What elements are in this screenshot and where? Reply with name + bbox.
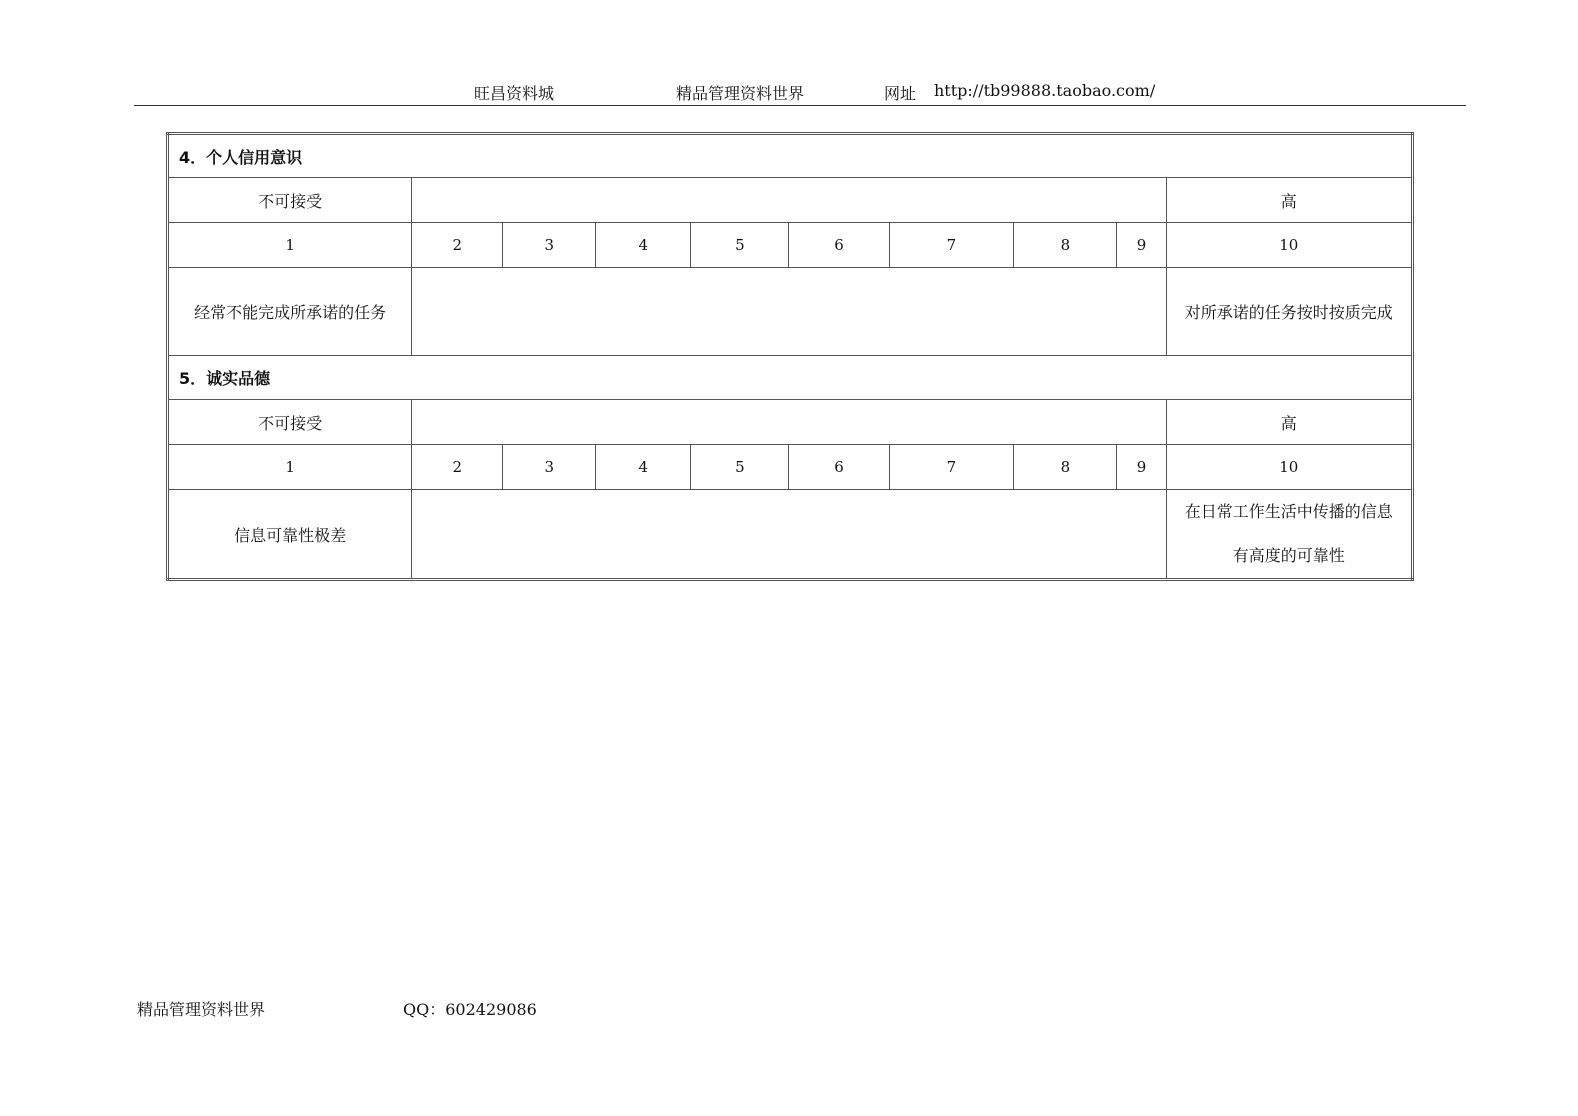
- description-row: [168, 268, 1413, 356]
- scale-number-row: [168, 223, 1413, 268]
- section-title: 5．诚实品德: [168, 356, 1413, 400]
- header-url: http://tb99888.taobao.com/: [934, 81, 1156, 100]
- low-label: 不可接受: [168, 400, 412, 445]
- scale-cell-8[interactable]: 8: [1014, 445, 1117, 490]
- high-description-line-2: 有高度的可靠性: [1232, 546, 1345, 565]
- description-spacer: [412, 268, 1166, 356]
- scale-label-row: [168, 400, 1413, 445]
- scale-cell-7[interactable]: 7: [889, 445, 1014, 490]
- high-label: 高: [1166, 400, 1412, 445]
- scale-label-spacer: [412, 400, 1166, 445]
- high-description: [1166, 490, 1412, 580]
- scale-cell-5[interactable]: 5: [691, 223, 789, 268]
- description-row: [168, 490, 1413, 580]
- section-title: 4．个人信用意识: [168, 134, 1413, 178]
- scale-cell-10[interactable]: 10: [1166, 223, 1412, 268]
- scale-cell-6[interactable]: 6: [789, 223, 889, 268]
- scale-cell-3[interactable]: 3: [503, 223, 596, 268]
- scale-cell-7[interactable]: 7: [889, 223, 1014, 268]
- evaluation-table: [166, 132, 1414, 581]
- high-description-line-1: 在日常工作生活中传播的信息: [1184, 502, 1393, 521]
- scale-label-row: [168, 178, 1413, 223]
- scale-label-spacer: [412, 178, 1166, 223]
- scale-cell-5[interactable]: 5: [691, 445, 789, 490]
- scale-cell-2[interactable]: 2: [412, 445, 503, 490]
- header-shop-name: 旺昌资料城: [474, 84, 555, 103]
- scale-cell-2[interactable]: 2: [412, 223, 503, 268]
- header-url-label: 网址: [884, 84, 917, 103]
- high-description: 对所承诺的任务按时按质完成: [1166, 268, 1412, 356]
- scale-cell-4[interactable]: 4: [596, 445, 691, 490]
- scale-cell-1[interactable]: 1: [168, 445, 412, 490]
- page-header: [134, 79, 1466, 106]
- scale-cell-10[interactable]: 10: [1166, 445, 1412, 490]
- scale-cell-3[interactable]: 3: [503, 445, 596, 490]
- scale-number-row: [168, 445, 1413, 490]
- scale-cell-6[interactable]: 6: [789, 445, 889, 490]
- low-label: 不可接受: [168, 178, 412, 223]
- scale-cell-1[interactable]: 1: [168, 223, 412, 268]
- scale-cell-9[interactable]: 9: [1117, 223, 1166, 268]
- low-description: 信息可靠性极差: [168, 490, 412, 580]
- footer-tagline: 精品管理资料世界: [137, 1000, 266, 1019]
- high-label: 高: [1166, 178, 1412, 223]
- header-tagline: 精品管理资料世界: [676, 84, 805, 103]
- footer-qq: QQ：602429086: [403, 1000, 537, 1019]
- section-title-row: [168, 134, 1413, 178]
- scale-cell-9[interactable]: 9: [1117, 445, 1166, 490]
- section-title-row: [168, 356, 1413, 400]
- scale-cell-8[interactable]: 8: [1014, 223, 1117, 268]
- description-spacer: [412, 490, 1166, 580]
- scale-cell-4[interactable]: 4: [596, 223, 691, 268]
- low-description: 经常不能完成所承诺的任务: [168, 268, 412, 356]
